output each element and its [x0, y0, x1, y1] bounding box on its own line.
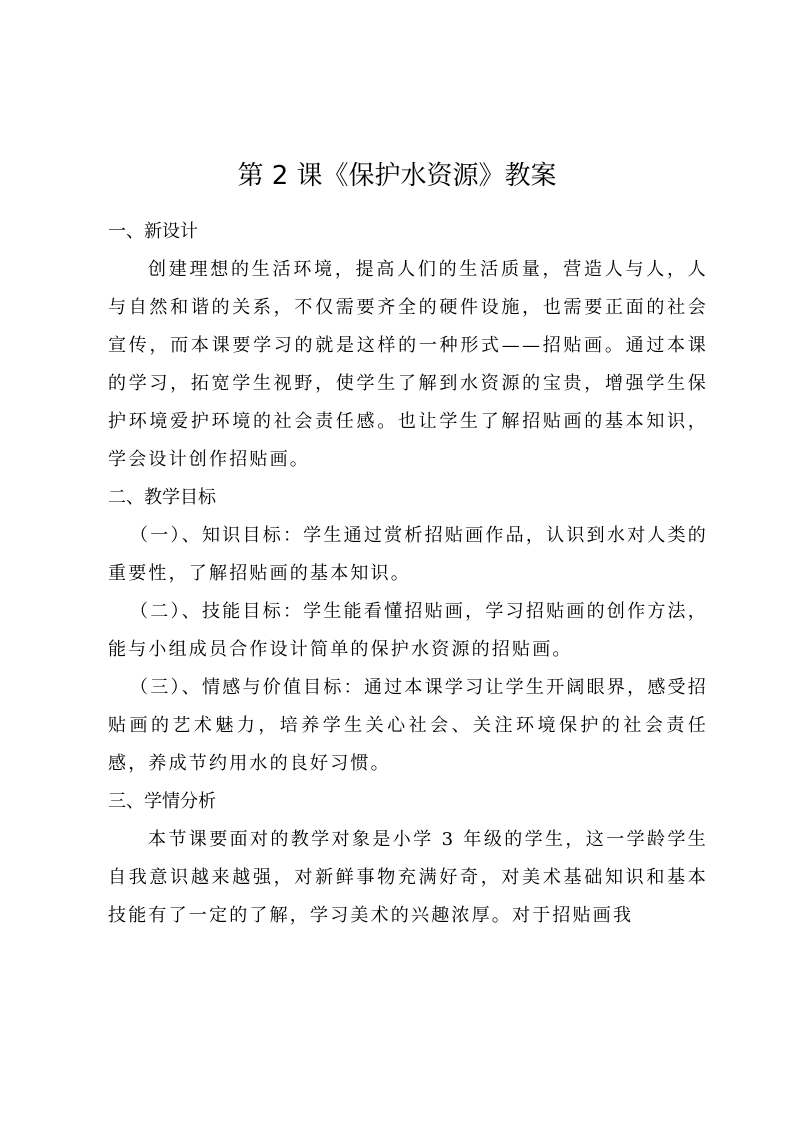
section-paragraph: 本节课要面对的教学对象是小学 3 年级的学生，这一学龄学生自我意识越来越强，对新鲜事物充满好奇，对美术基础知识和基本技能有了一定的了解，学习美术的兴趣浓厚。对于招贴画我: [108, 829, 708, 926]
goal-emotion-paragraph: （三）、情感与价值目标：通过本课学习让学生开阔眼界，感受招贴画的艺术魅力，培养学生关心社会、关注环境保护的社会责任感，养成节约用水的良好习惯。: [108, 677, 708, 774]
section-heading-teaching-goals: 二、教学目标: [108, 487, 216, 508]
goal-knowledge-paragraph: （一）、知识目标：学生通过赏析招贴画作品，认识到水对人类的重要性，了解招贴画的基本知识。: [108, 525, 708, 584]
goal-skill-paragraph: （二）、技能目标：学生能看懂招贴画，学习招贴画的创作方法，能与小组成员合作设计简单的保护水资源的招贴画。: [108, 601, 708, 660]
document-title: 第 2 课《保护水资源》教案: [237, 161, 557, 191]
section-heading-new-design: 一、新设计: [108, 221, 198, 242]
section-paragraph: 创建理想的生活环境，提高人们的生活质量，营造人与人，人与自然和谐的关系，不仅需要齐全的硬件设施，也需要正面的社会宣传，而本课要学习的就是这样的一种形式——招贴画。通过本课的学习，拓宽学生视野，使学生了解到水资源的宝贵，增强学生保护环境爱护环境的社会责任感。也让学生了解招贴画的基本知识，学会设计创作招贴画。: [108, 259, 708, 470]
section-heading-learner-analysis: 三、学情分析: [108, 791, 216, 812]
document-body: [108, 213, 708, 935]
